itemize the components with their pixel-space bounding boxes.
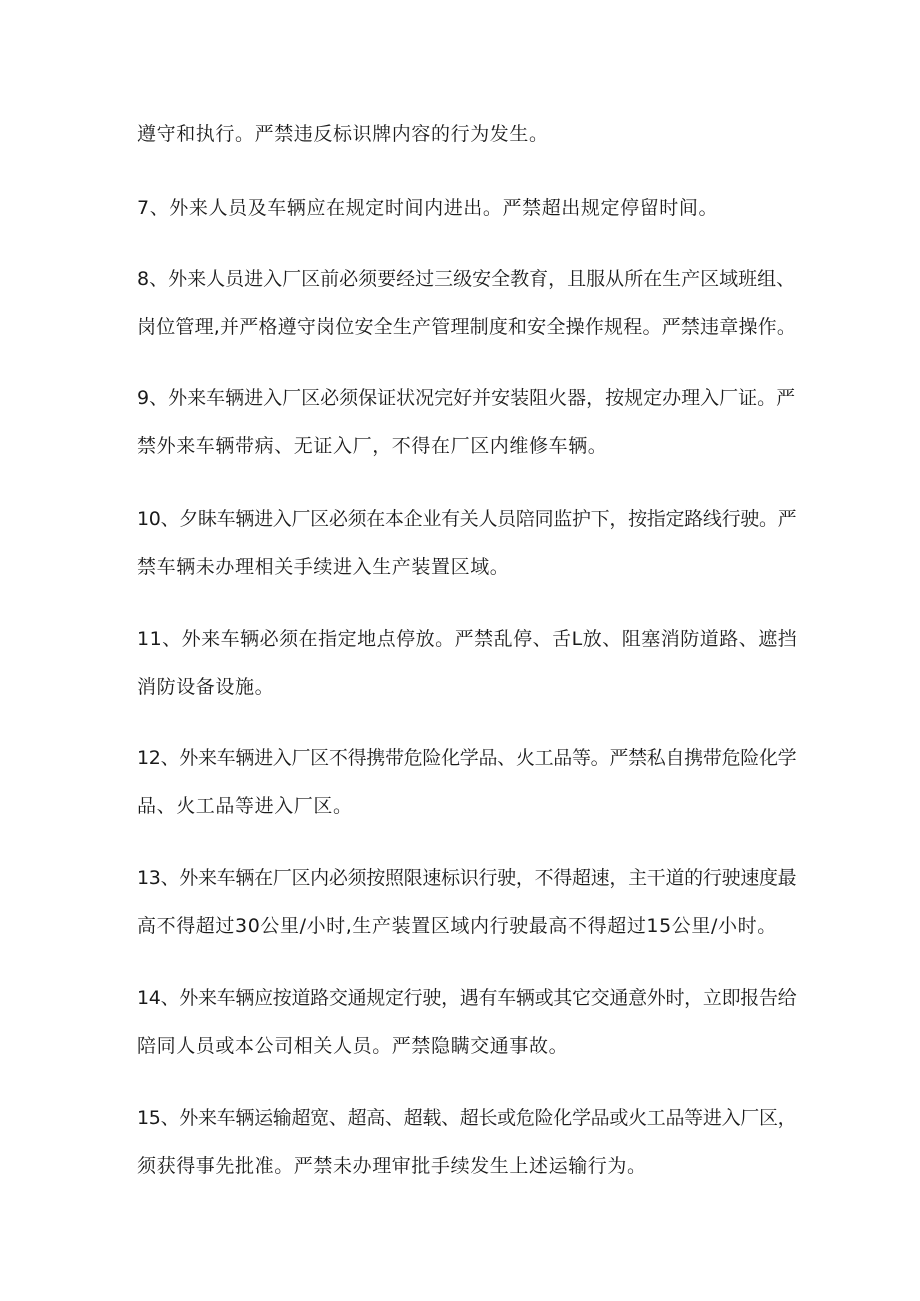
rule-15-line-1: 15、外来车辆运输超宽、超高、超载、超长或危险化学品或火工品等进入厂区， xyxy=(137,1107,797,1129)
rule-14-line-2: 陪同人员或本公司相关人员。严禁隐瞒交通事故。 xyxy=(137,1035,569,1057)
rule-10-line-1: 10、夕眛车辆进入厂区必须在本企业有关人员陪同监护下，按指定路线行驶。严 xyxy=(137,508,797,530)
rule-11-line-2: 消防设备设施。 xyxy=(137,676,275,698)
rule-9-line-1: 9、外来车辆进入厂区必须保证状况完好并安装阻火器，按规定办理入厂证。严 xyxy=(137,387,796,409)
rule-11-line-1: 11、外来车辆必须在指定地点停放。严禁乱停、舌L放、阻塞消防道路、遮挡 xyxy=(137,628,798,650)
rule-12-line-1: 12、外来车辆进入厂区不得携带危险化学品、火工品等。严禁私自携带危险化学 xyxy=(137,747,797,769)
rule-8-line-1: 8、外来人员进入厂区前必须要经过三级安全教育，且服从所在生产区域班组、 xyxy=(137,268,796,290)
rule-10-line-2: 禁车辆未办理相关手续进入生产装置区域。 xyxy=(137,556,510,578)
rule-13-line-2: 高不得超过30公里/小时,生产装置区域内行驶最高不得超过15公里/小时。 xyxy=(137,915,777,937)
rule-13-line-1: 13、外来车辆在厂区内必须按照限速标识行驶，不得超速，主干道的行驶速度最 xyxy=(137,867,797,889)
rule-14-line-1: 14、外来车辆应按道路交通规定行驶，遇有车辆或其它交通意外时，立即报告给 xyxy=(137,987,797,1009)
rule-15-line-2: 须获得事先批准。严禁未办理审批手续发生上述运输行为。 xyxy=(137,1155,647,1177)
rule-8-line-2: 岗位管理,并严格遵守岗位安全生产管理制度和安全操作规程。严禁违章操作。 xyxy=(137,316,797,338)
rule-12-line-2: 品、火工品等进入厂区。 xyxy=(137,795,353,817)
rule-7-line-1: 7、外来人员及车辆应在规定时间内进出。严禁超出规定停留时间。 xyxy=(137,197,719,219)
paragraph-continuation-line: 遵守和执行。严禁违反标识牌内容的行为发生。 xyxy=(137,123,549,145)
rule-9-line-2: 禁外来车辆带病、无证入厂，不得在厂区内维修车辆。 xyxy=(137,435,608,457)
